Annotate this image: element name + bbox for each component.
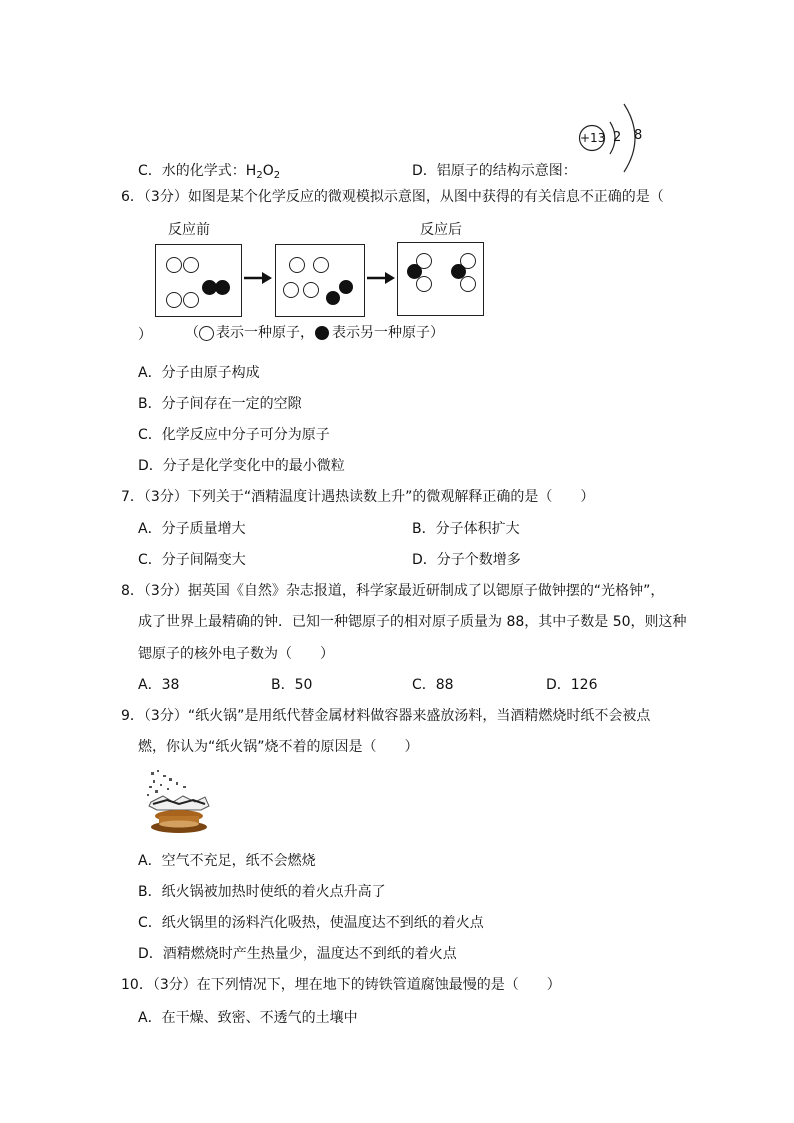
white-atom bbox=[289, 257, 305, 273]
box-after-reaction bbox=[397, 242, 484, 316]
black-atom bbox=[215, 280, 230, 295]
box-before-reaction bbox=[155, 244, 242, 317]
q6-legend: （ 表示一种原子， 表示另一种原子） bbox=[185, 325, 444, 341]
q10-stem: 10．（3分）在下列情况下，埋在地下的铸铁管道腐蚀最慢的是（ ） bbox=[121, 977, 561, 993]
q7-option-b: B．分子体积扩大 bbox=[412, 521, 520, 537]
q9-option-d: D．酒精燃烧时产生热量少，温度达不到纸的着火点 bbox=[138, 946, 457, 962]
black-atom bbox=[326, 291, 340, 305]
q6-option-c: C．化学反应中分子可分为原子 bbox=[138, 427, 330, 443]
arrow-right-icon bbox=[244, 272, 272, 284]
q8-option-d: D．126 bbox=[546, 677, 598, 693]
q8-option-b: B．50 bbox=[271, 677, 313, 693]
shell-1-electrons: 2 bbox=[613, 130, 622, 145]
q6-stem-close: ） bbox=[138, 327, 152, 343]
q8-line-3: 锶原子的核外电子数为（ ） bbox=[138, 646, 334, 662]
shell-2-electrons: 8 bbox=[634, 128, 643, 143]
q5-option-d: D．铝原子的结构示意图： bbox=[412, 163, 577, 179]
white-atom bbox=[166, 257, 182, 273]
white-atom bbox=[416, 276, 432, 292]
q9-option-a: A．空气不充足，纸不会燃烧 bbox=[138, 853, 316, 869]
q7-option-c: C．分子间隔变大 bbox=[138, 552, 246, 568]
q6-option-a: A．分子由原子构成 bbox=[138, 365, 260, 381]
q6-stem: 6．（3分）如图是某个化学反应的微观模拟示意图，从图中获得的有关信息不正确的是（ bbox=[121, 189, 664, 205]
legend-white-atom bbox=[199, 326, 214, 341]
q9-line-1: 9．（3分）“纸火锅”是用纸代替金属材料做容器来盛放汤料，当酒精燃烧时纸不会被点 bbox=[121, 708, 651, 724]
q8-line-1: 8．（3分）据英国《自然》杂志报道，科学家最近研制成了以锶原子做钟摆的“光格钟”， bbox=[121, 583, 665, 599]
black-atom bbox=[339, 280, 353, 294]
q8-option-a: A．38 bbox=[138, 677, 180, 693]
q6-option-b: B．分子间存在一定的空隙 bbox=[138, 396, 302, 412]
nucleus-charge: +13 bbox=[580, 131, 606, 145]
aluminium-atom-diagram bbox=[574, 100, 644, 175]
white-atom bbox=[166, 292, 182, 308]
box-intermediate bbox=[275, 244, 365, 317]
q7-stem: 7．（3分）下列关于“酒精温度计遇热读数上升”的微观解释正确的是（ ） bbox=[121, 489, 595, 505]
white-atom bbox=[283, 282, 299, 298]
q5-option-c: C．水的化学式：$H_2O_2$ bbox=[138, 163, 281, 181]
q9-option-c: C．纸火锅里的汤料汽化吸热，使温度达不到纸的着火点 bbox=[138, 915, 484, 931]
q8-option-c: C．88 bbox=[412, 677, 454, 693]
q10-option-a: A．在干燥、致密、不透气的土壤中 bbox=[138, 1010, 358, 1026]
q9-option-b: B．纸火锅被加热时使纸的着火点升高了 bbox=[138, 884, 386, 900]
q9-line-2: 燃，你认为“纸火锅”烧不着的原因是（ ） bbox=[138, 739, 419, 755]
white-atom bbox=[313, 257, 329, 273]
white-atom bbox=[183, 292, 199, 308]
legend-black-atom bbox=[315, 326, 329, 340]
q7-option-a: A．分子质量增大 bbox=[138, 521, 246, 537]
label-before-reaction: 反应前 bbox=[168, 222, 210, 238]
white-atom bbox=[460, 276, 476, 292]
white-atom bbox=[303, 282, 319, 298]
q8-line-2: 成了世界上最精确的钟．已知一种锶原子的相对原子质量为 88，其中子数是 50，则这种 bbox=[138, 614, 687, 630]
label-after-reaction: 反应后 bbox=[420, 222, 462, 238]
arrow-right-icon bbox=[367, 272, 395, 284]
q7-option-d: D．分子个数增多 bbox=[412, 552, 521, 568]
white-atom bbox=[183, 257, 199, 273]
q6-option-d: D．分子是化学变化中的最小微粒 bbox=[138, 458, 345, 474]
paper-hotpot-image bbox=[143, 766, 215, 838]
